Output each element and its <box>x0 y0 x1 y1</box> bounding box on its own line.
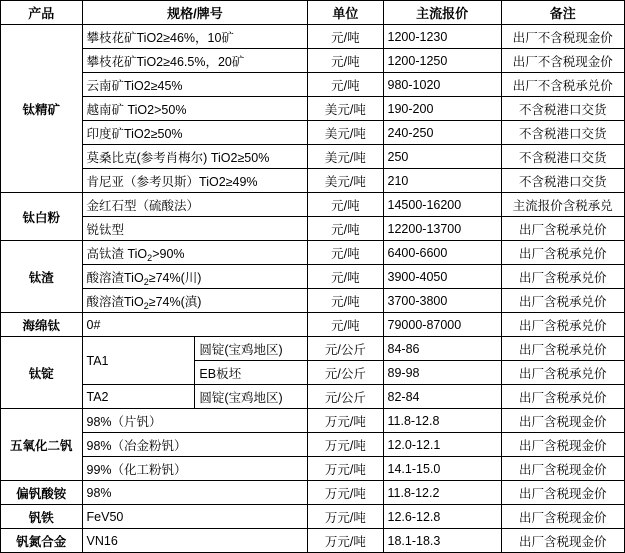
cell-price: 6400-6600 <box>383 241 501 265</box>
table-row <box>1 313 625 337</box>
cell-spec: 98% <box>82 481 308 505</box>
cell-price: 1200-1250 <box>383 49 501 73</box>
cell-product: 钛精矿 <box>1 25 83 193</box>
cell-product: 钛渣 <box>1 241 83 313</box>
cell-unit: 美元/吨 <box>308 145 383 169</box>
table-row <box>1 433 625 457</box>
cell-spec: 肯尼亚（参考贝斯）TiO2≥49% <box>82 169 308 193</box>
cell-spec-detail: EB板坯 <box>195 361 308 385</box>
cell-unit: 美元/吨 <box>308 169 383 193</box>
cell-unit: 元/吨 <box>308 313 383 337</box>
table-row <box>1 97 625 121</box>
cell-unit: 元/吨 <box>308 73 383 97</box>
cell-unit: 万元/吨 <box>308 457 383 481</box>
cell-unit: 美元/吨 <box>308 121 383 145</box>
cell-spec-detail: 圆锭(宝鸡地区) <box>195 337 308 361</box>
cell-unit: 元/吨 <box>308 265 383 289</box>
cell-remark: 出厂含税现金价 <box>501 457 624 481</box>
cell-spec: 云南矿TiO2≥45% <box>82 73 308 97</box>
header-unit: 单位 <box>308 1 383 25</box>
cell-remark: 不含税港口交货 <box>501 97 624 121</box>
cell-price: 79000-87000 <box>383 313 501 337</box>
cell-grade: TA2 <box>82 385 195 409</box>
cell-spec: VN16 <box>82 529 308 553</box>
cell-price: 11.8-12.8 <box>383 409 501 433</box>
table-row <box>1 217 625 241</box>
cell-price: 18.1-18.3 <box>383 529 501 553</box>
cell-unit: 美元/吨 <box>308 97 383 121</box>
table-row <box>1 289 625 313</box>
cell-product: 钛锭 <box>1 337 83 409</box>
cell-spec: 印度矿TiO2≥50% <box>82 121 308 145</box>
cell-remark: 出厂不含税现金价 <box>501 25 624 49</box>
cell-price: 82-84 <box>383 385 501 409</box>
cell-remark: 主流报价含税承兑 <box>501 193 624 217</box>
cell-unit: 元/吨 <box>308 241 383 265</box>
cell-spec: 锐钛型 <box>82 217 308 241</box>
cell-spec: 攀枝花矿TiO2≥46%，10矿 <box>82 25 308 49</box>
table-row <box>1 145 625 169</box>
cell-price: 14.1-15.0 <box>383 457 501 481</box>
cell-unit: 元/吨 <box>308 49 383 73</box>
cell-remark: 出厂含税现金价 <box>501 433 624 457</box>
cell-unit: 万元/吨 <box>308 481 383 505</box>
cell-remark: 出厂含税承兑价 <box>501 361 624 385</box>
cell-remark: 不含税港口交货 <box>501 121 624 145</box>
table-row <box>1 169 625 193</box>
cell-spec: 高钛渣 TiO$_2$>90% <box>82 241 308 265</box>
cell-unit: 元/吨 <box>308 289 383 313</box>
header-product: 产品 <box>1 1 83 25</box>
cell-unit: 元/吨 <box>308 217 383 241</box>
table-row <box>1 505 625 529</box>
table-row <box>1 193 625 217</box>
cell-spec: 0# <box>82 313 308 337</box>
cell-spec: 越南矿 TiO2>50% <box>82 97 308 121</box>
cell-unit: 万元/吨 <box>308 433 383 457</box>
cell-product: 钒氮合金 <box>1 529 83 553</box>
cell-unit: 元/公斤 <box>308 337 383 361</box>
header-remark: 备注 <box>501 1 624 25</box>
cell-remark: 不含税港口交货 <box>501 169 624 193</box>
cell-remark: 出厂含税承兑价 <box>501 313 624 337</box>
cell-price: 1200-1230 <box>383 25 501 49</box>
table-row <box>1 409 625 433</box>
cell-remark: 出厂含税现金价 <box>501 481 624 505</box>
cell-spec: FeV50 <box>82 505 308 529</box>
cell-spec: 攀枝花矿TiO2≥46.5%，20矿 <box>82 49 308 73</box>
cell-price: 210 <box>383 169 501 193</box>
cell-remark: 出厂不含税现金价 <box>501 49 624 73</box>
cell-remark: 出厂含税现金价 <box>501 409 624 433</box>
cell-product: 偏钒酸铵 <box>1 481 83 505</box>
cell-unit: 万元/吨 <box>308 529 383 553</box>
cell-unit: 万元/吨 <box>308 505 383 529</box>
table-row <box>1 49 625 73</box>
cell-spec: 98%（片钒） <box>82 409 308 433</box>
cell-price: 89-98 <box>383 361 501 385</box>
table-row <box>1 529 625 553</box>
cell-product: 钛白粉 <box>1 193 83 241</box>
cell-spec: 莫桑比克(参考肖梅尔) TiO2≥50% <box>82 145 308 169</box>
table-header-row <box>1 1 625 25</box>
cell-product: 五氧化二钒 <box>1 409 83 481</box>
cell-spec-detail: 圆锭(宝鸡地区) <box>195 385 308 409</box>
cell-remark: 出厂含税现金价 <box>501 505 624 529</box>
cell-price: 12.0-12.1 <box>383 433 501 457</box>
cell-price: 14500-16200 <box>383 193 501 217</box>
cell-price: 84-86 <box>383 337 501 361</box>
cell-remark: 出厂含税承兑价 <box>501 241 624 265</box>
table-body <box>1 25 625 553</box>
cell-remark: 出厂含税承兑价 <box>501 289 624 313</box>
table-row <box>1 457 625 481</box>
table-row <box>1 73 625 97</box>
cell-price: 12200-13700 <box>383 217 501 241</box>
table-row <box>1 385 625 409</box>
cell-price: 190-200 <box>383 97 501 121</box>
cell-price: 3900-4050 <box>383 265 501 289</box>
cell-spec: 酸溶渣TiO$_2$≥74%(滇) <box>82 289 308 313</box>
header-price: 主流报价 <box>383 1 501 25</box>
cell-remark: 不含税港口交货 <box>501 145 624 169</box>
cell-product: 钒铁 <box>1 505 83 529</box>
cell-price: 250 <box>383 145 501 169</box>
cell-unit: 元/吨 <box>308 193 383 217</box>
cell-spec: 金红石型（硫酸法） <box>82 193 308 217</box>
table-row <box>1 337 625 361</box>
cell-remark: 出厂不含税承兑价 <box>501 73 624 97</box>
header-spec: 规格/牌号 <box>82 1 308 25</box>
table-row <box>1 481 625 505</box>
cell-price: 11.8-12.2 <box>383 481 501 505</box>
cell-remark: 出厂含税承兑价 <box>501 265 624 289</box>
cell-unit: 元/公斤 <box>308 361 383 385</box>
table-row <box>1 241 625 265</box>
table-row <box>1 121 625 145</box>
cell-price: 240-250 <box>383 121 501 145</box>
cell-product: 海绵钛 <box>1 313 83 337</box>
cell-price: 980-1020 <box>383 73 501 97</box>
cell-unit: 元/吨 <box>308 25 383 49</box>
cell-remark: 出厂含税承兑价 <box>501 217 624 241</box>
cell-remark: 出厂含税承兑价 <box>501 385 624 409</box>
cell-remark: 出厂含税承兑价 <box>501 337 624 361</box>
cell-unit: 元/公斤 <box>308 385 383 409</box>
table-row <box>1 265 625 289</box>
cell-price: 12.6-12.8 <box>383 505 501 529</box>
table-row <box>1 25 625 49</box>
cell-price: 3700-3800 <box>383 289 501 313</box>
cell-spec: 99%（化工粉钒） <box>82 457 308 481</box>
cell-grade: TA1 <box>82 337 195 385</box>
cell-remark: 出厂含税现金价 <box>501 529 624 553</box>
cell-unit: 万元/吨 <box>308 409 383 433</box>
cell-spec: 酸溶渣TiO$_2$≥74%(川) <box>82 265 308 289</box>
cell-spec: 98%（冶金粉钒） <box>82 433 308 457</box>
